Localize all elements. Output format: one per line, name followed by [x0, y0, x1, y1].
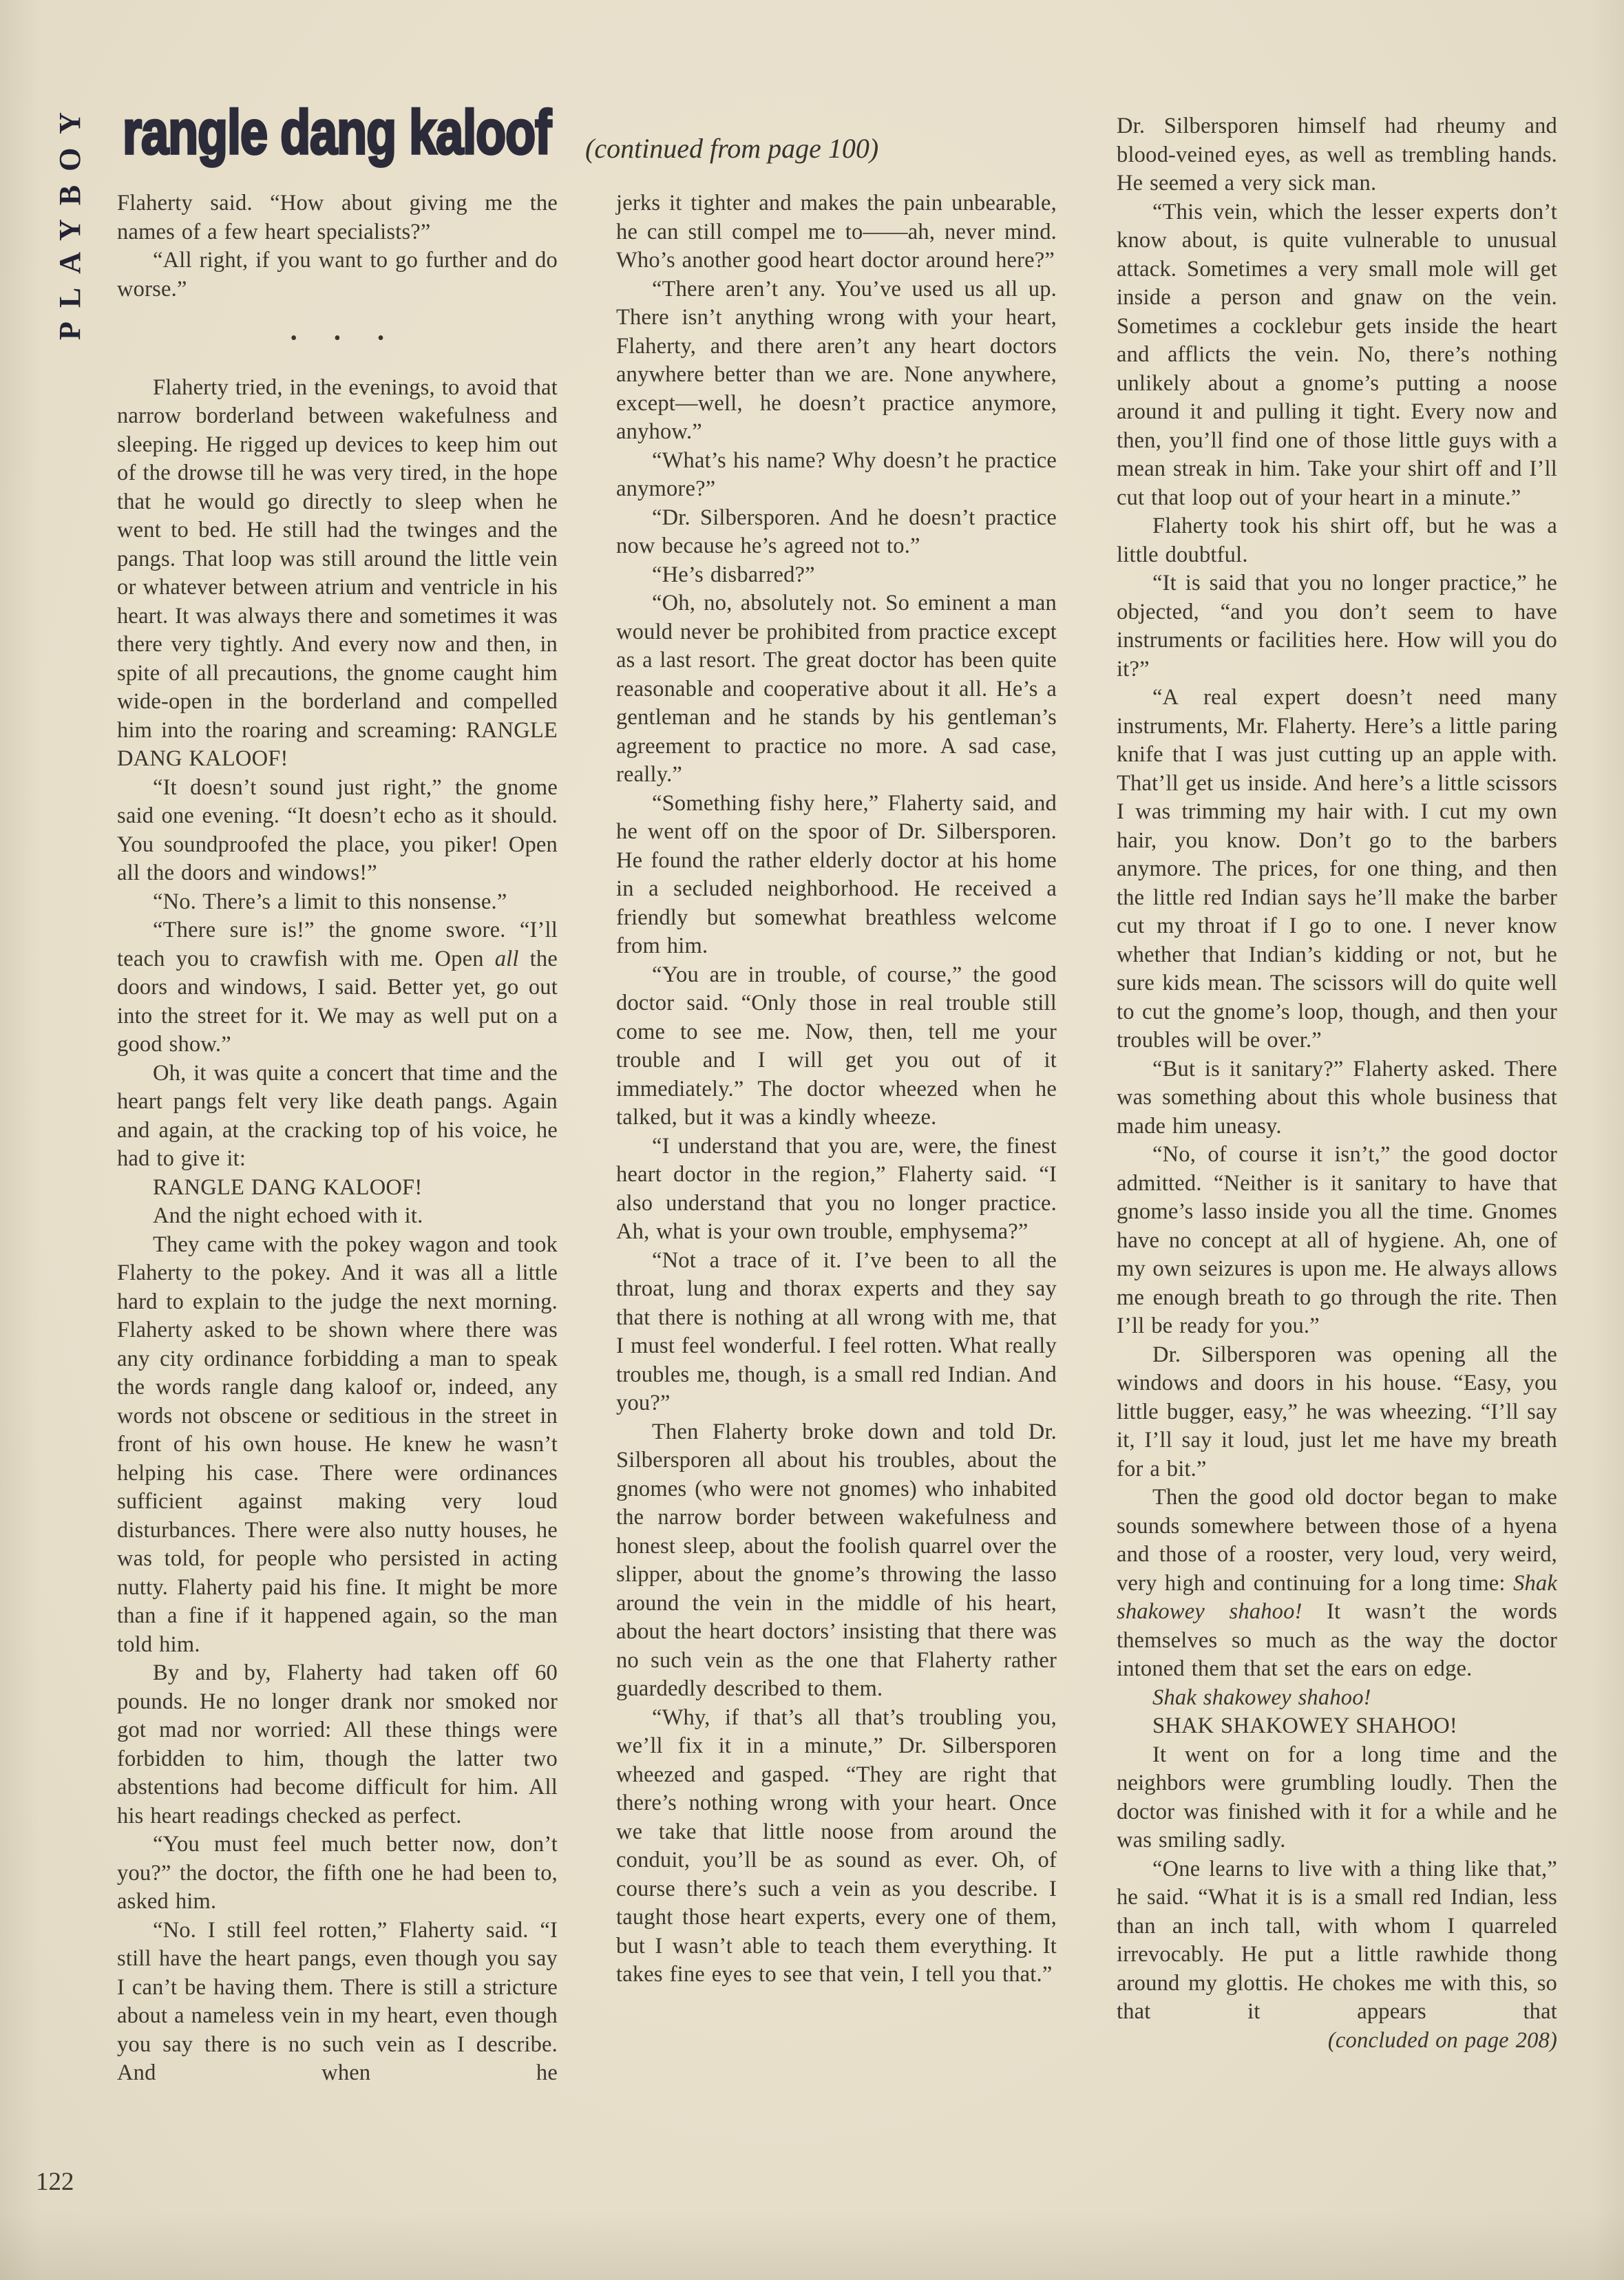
continued-from-note: (continued from page 100): [585, 133, 879, 164]
section-separator: [117, 324, 558, 353]
text-segment: Flaherty tried, in the evenings, to avoid that narrow borderland between wakefulness and sleeping. He rigged up devices to keep him out of the drowse till he was very tired, in the hope that he would go directly to sleep when he went to bed. He still had the twinges and the pangs. That loop was still around the little vein or whatever between atrium and ventricle in his heart. It was always there and sometimes it was there very tightly. And every now and then, in spite of all precautions, the gnome caught him wide-open in the borderland and compelled him into the roaring and screaming: RANGLE DANG KALOOF!: [117, 374, 558, 771]
paragraph: [616, 504, 1057, 561]
text-segment: • • •: [290, 328, 385, 349]
text-segment: “You must feel much better now, don’t you?” the doctor, the fifth one he had been to, asked him.: [117, 1832, 558, 1914]
paragraph: [616, 1247, 1057, 1418]
text-segment: “There aren’t any. You’ve used us all up. There isn’t anything wrong with your heart, Flaherty, and there aren’t any heart doctors anywhere better than we are. None anywhere, except—well, he doesn’t practice anymore, anyhow.”: [616, 276, 1057, 444]
text-segment: It went on for a long time and the neighbors were grumbling loudly. Then the doctor was finished with it for a while and he was smiling sadly.: [1117, 1742, 1557, 1852]
paragraph: [117, 1917, 558, 2088]
paragraph: [117, 1202, 558, 1231]
paragraph: [1117, 1684, 1557, 1713]
text-segment: Dr. Silbersporen himself had rheumy and blood-veined eyes, as well as trembling hands. He seemed a very sick man.: [1117, 114, 1557, 196]
paragraph: [1117, 569, 1557, 684]
paragraph: [616, 275, 1057, 447]
text-segment: “Not a trace of it. I’ve been to all the throat, lung and thorax experts and they say that there is nothing at all wrong with me, that I must feel wonderful. I feel rotten. What really troubles me, though, is a small red Indian. And you?”: [616, 1247, 1057, 1415]
text-segment: “Dr. Silbersporen. And he doesn’t practice now because he’s agreed not to.”: [616, 505, 1057, 558]
paragraph: [117, 189, 558, 246]
concluded-note: [1117, 2027, 1557, 2056]
text-segment: “It doesn’t sound just right,” the gnome said one evening. “It doesn’t echo as it should. You soundproofed the place, you piker! Open all the doors and windows!”: [117, 774, 558, 885]
text-column-2: [616, 189, 1057, 1989]
paragraph: [616, 447, 1057, 504]
text-segment: RANGLE DANG KALOOF!: [153, 1174, 423, 1200]
text-segment: SHAK SHAKOWEY SHAHOO!: [1152, 1713, 1457, 1738]
paragraph: [117, 1830, 558, 1917]
paragraph: [1117, 198, 1557, 513]
text-segment: By and by, Flaherty had taken off 60 pounds. He no longer drank nor smoked nor got mad nor worried: All these things were forbidden to him, though the latter two abstentions had become difficult for him. All his heart readings checked as perfect.: [117, 1660, 558, 1828]
paragraph: [117, 1174, 558, 1203]
paragraph: [117, 916, 558, 1059]
paragraph: [117, 888, 558, 917]
text-segment: jerks it tighter and makes the pain unbearable, he can still compel me to——ah, never mind. Who’s another good heart doctor around here?”: [616, 191, 1057, 273]
text-segment: Then Flaherty broke down and told Dr. Silbersporen all about his troubles, about the gnomes (who were not gnomes) who inhabited the narrow border between wakefulness and honest sleep, about the foolish quarrel over the slipper, about the gnome’s throwing the lasso around the vein in the middle of his heart, about the heart doctors’ insisting that there was no such vein as the one that Flaherty rather guardedly described to them.: [616, 1419, 1057, 1701]
paragraph: [616, 790, 1057, 961]
paragraph: [616, 1418, 1057, 1704]
text-segment: “No. I still feel rotten,” Flaherty said. “I still have the heart pangs, even though you say I can’t be having them. There is still a stricture about a nameless vein in my heart, even though you say there is no such vein as I describe. And when he: [117, 1917, 558, 2085]
paragraph: [616, 1704, 1057, 1989]
text-segment: They came with the pokey wagon and took Flaherty to the pokey. And it was all a little hard to explain to the judge the next morning. Flaherty asked to be shown where there was any city ordinance forbidding a man to speak the words rangle dang kaloof or, indeed, any words not obscene or seditious in the street in front of his own house. He knew he wasn’t helping his case. There were ordinances sufficient against making very loud disturbances. There were also nutty houses, he was told, for people who persisted in acting nutty. Flaherty paid his fine. It might be more than a fine if it happened again, so the man told him.: [117, 1232, 558, 1657]
text-segment: “It is said that you no longer practice,” he objected, “and you don’t seem to have instruments or facilities here. How will you do it?”: [1117, 571, 1557, 682]
text-segment: “No. There’s a limit to this nonsense.”: [153, 889, 507, 914]
text-segment: “Why, if that’s all that’s troubling you, we’ll fix it in a minute,” Dr. Silbersporen wheezed and gasped. “They are right that there’s nothing wrong with your heart. Once we take that little noose from around the conduit, you’ll be as sound as ever. Oh, of course there’s such a vein as you describe. I taught those heart experts, every one of them, but I wasn’t able to teach them everything. It takes fine eyes to see that vein, I tell you that.”: [616, 1704, 1057, 1987]
paragraph: [1117, 1055, 1557, 1141]
text-segment: “No, of course it isn’t,” the good doctor admitted. “Neither is it sanitary to have that gnome’s lasso inside you all the time. Gnomes have no concept at all of hygiene. Ah, one of my own seizures is upon me. He always allows me enough breath to go through the rite. Then I’ll be ready for you.”: [1117, 1142, 1557, 1338]
text-segment: It wasn’t the words themselves so much as the way the doctor intoned them that set the ears on edge.: [1117, 1599, 1557, 1681]
paragraph: [616, 589, 1057, 790]
text-segment: (concluded on page 208): [1327, 2027, 1557, 2053]
paragraph: [616, 1132, 1057, 1247]
italic-text: all: [494, 946, 519, 971]
paragraph: [616, 561, 1057, 590]
paragraph: [616, 189, 1057, 275]
text-segment: “But is it sanitary?” Flaherty asked. There was something about this whole business that made him uneasy.: [1117, 1056, 1557, 1139]
text-segment: “All right, if you want to go further and do worse.”: [117, 248, 558, 302]
text-segment: And the night echoed with it.: [153, 1203, 423, 1228]
text-segment: “One learns to live with a thing like that,” he said. “What it is is a small red Indian, less than an inch tall, with whom I quarreled irrevocably. He put a little rawhide thong around my glottis. He chokes me with this, so that it appears that: [1117, 1856, 1557, 2024]
text-segment: “This vein, which the lesser experts don’t know about, is quite vulnerable to unusual attack. Sometimes a very small mole will get inside a person and gnaw on the vein. Sometimes a cocklebur gets inside the heart and afflicts the vein. No, there’s nothing unlikely about a gnome’s putting a noose around it and pulling it tight. Every now and then, you’ll find one of those little guys with a mean streak in him. Take your shirt off and I’ll cut that loop out of your heart in a minute.”: [1117, 199, 1557, 510]
text-segment: “Oh, no, absolutely not. So eminent a man would never be prohibited from practice except as a last resort. The great doctor has been quite reasonable and cooperative about it all. He’s a gentleman and he stands by his gentleman’s agreement to practice no more. A sad case, really.”: [616, 591, 1057, 787]
text-segment: Shak shakowey shahoo!: [1152, 1685, 1371, 1710]
text-segment: “He’s disbarred?”: [652, 562, 815, 587]
text-segment: “I understand that you are, were, the finest heart doctor in the region,” Flaherty said. “I also understand that you no longer practice. Ah, what is your own trouble, emphysema?”: [616, 1133, 1057, 1244]
paragraph: [1117, 1484, 1557, 1684]
text-segment: “A real expert doesn’t need many instruments, Mr. Flaherty. Here’s a little paring knife that I was just cutting up an apple with. That’ll get us inside. And here’s a little scissors I was trimming my hair with. I cut my own hair, you know. Don’t go to the barbers anymore. The prices, for one thing, and then the little red Indian says he’ll make the barber cut my throat if I go to one. I never know whether that Indian’s kidding or not, but he sure kids mean. The scissors will do quite well to cut the gnome’s loop, though, and then your troubles will be over.”: [1117, 685, 1557, 1053]
paragraph: [1117, 1141, 1557, 1341]
text-segment: “What’s his name? Why doesn’t he practice anymore?”: [616, 447, 1057, 501]
text-column-1: [117, 189, 558, 2088]
magazine-name-vertical: PLAYBOY: [53, 98, 87, 340]
text-segment: Flaherty said. “How about giving me the names of a few heart specialists?”: [117, 191, 558, 244]
paragraph: [1117, 1741, 1557, 1855]
text-segment: Oh, it was quite a concert that time and the heart pangs felt very like death pangs. Again and again, at the cracking top of his voice, he had to give it:: [117, 1060, 558, 1171]
paragraph: [117, 246, 558, 304]
text-segment: Then the good old doctor began to make sounds somewhere between those of a hyena and those of a rooster, very loud, very weird, very high and continuing for a long time:: [1117, 1485, 1557, 1596]
paragraph: [117, 774, 558, 888]
text-column-3: [1117, 112, 1557, 2055]
italic-text: Shak shakowey shahoo!: [1117, 1570, 1557, 1624]
text-segment: the doors and windows, I said. Better yet, go out into the street for it. We may as well put on a good show.”: [117, 946, 558, 1057]
paragraph: [117, 1659, 558, 1830]
paragraph: [117, 1231, 558, 1660]
article-title: rangle dang kaloof: [123, 98, 551, 167]
text-segment: Dr. Silbersporen was opening all the windows and doors in his house. “Easy, you little bugger, easy,” he was wheezing. “I’ll say it, I’ll say it loud, just let me have my breath for a bit.”: [1117, 1342, 1557, 1481]
text-segment: “There sure is!” the gnome swore. “I’ll teach you to crawfish with me. Open: [117, 918, 558, 971]
paragraph: [616, 961, 1057, 1132]
paragraph: [1117, 1341, 1557, 1484]
page-number: 122: [36, 2168, 74, 2196]
text-segment: Flaherty took his shirt off, but he was a little doubtful.: [1117, 514, 1557, 567]
paragraph: [1117, 684, 1557, 1055]
paragraph: [1117, 1855, 1557, 2027]
text-segment: “Something fishy here,” Flaherty said, and he went off on the spoor of Dr. Silbersporen. He found the rather elderly doctor at his home in a secluded neighborhood. He received a friendly but somewhat breathless welcome from him.: [616, 790, 1057, 958]
paragraph: [1117, 1712, 1557, 1741]
text-segment: “You are in trouble, of course,” the good doctor said. “Only those in real trouble still come to see me. Now, then, tell me your trouble and I will get you out of it immediately.” The doctor wheezed when he talked, but it was a kindly wheeze.: [616, 962, 1057, 1130]
paragraph: [117, 374, 558, 774]
paragraph: [1117, 112, 1557, 198]
paragraph: [117, 1059, 558, 1174]
paragraph: [1117, 512, 1557, 569]
